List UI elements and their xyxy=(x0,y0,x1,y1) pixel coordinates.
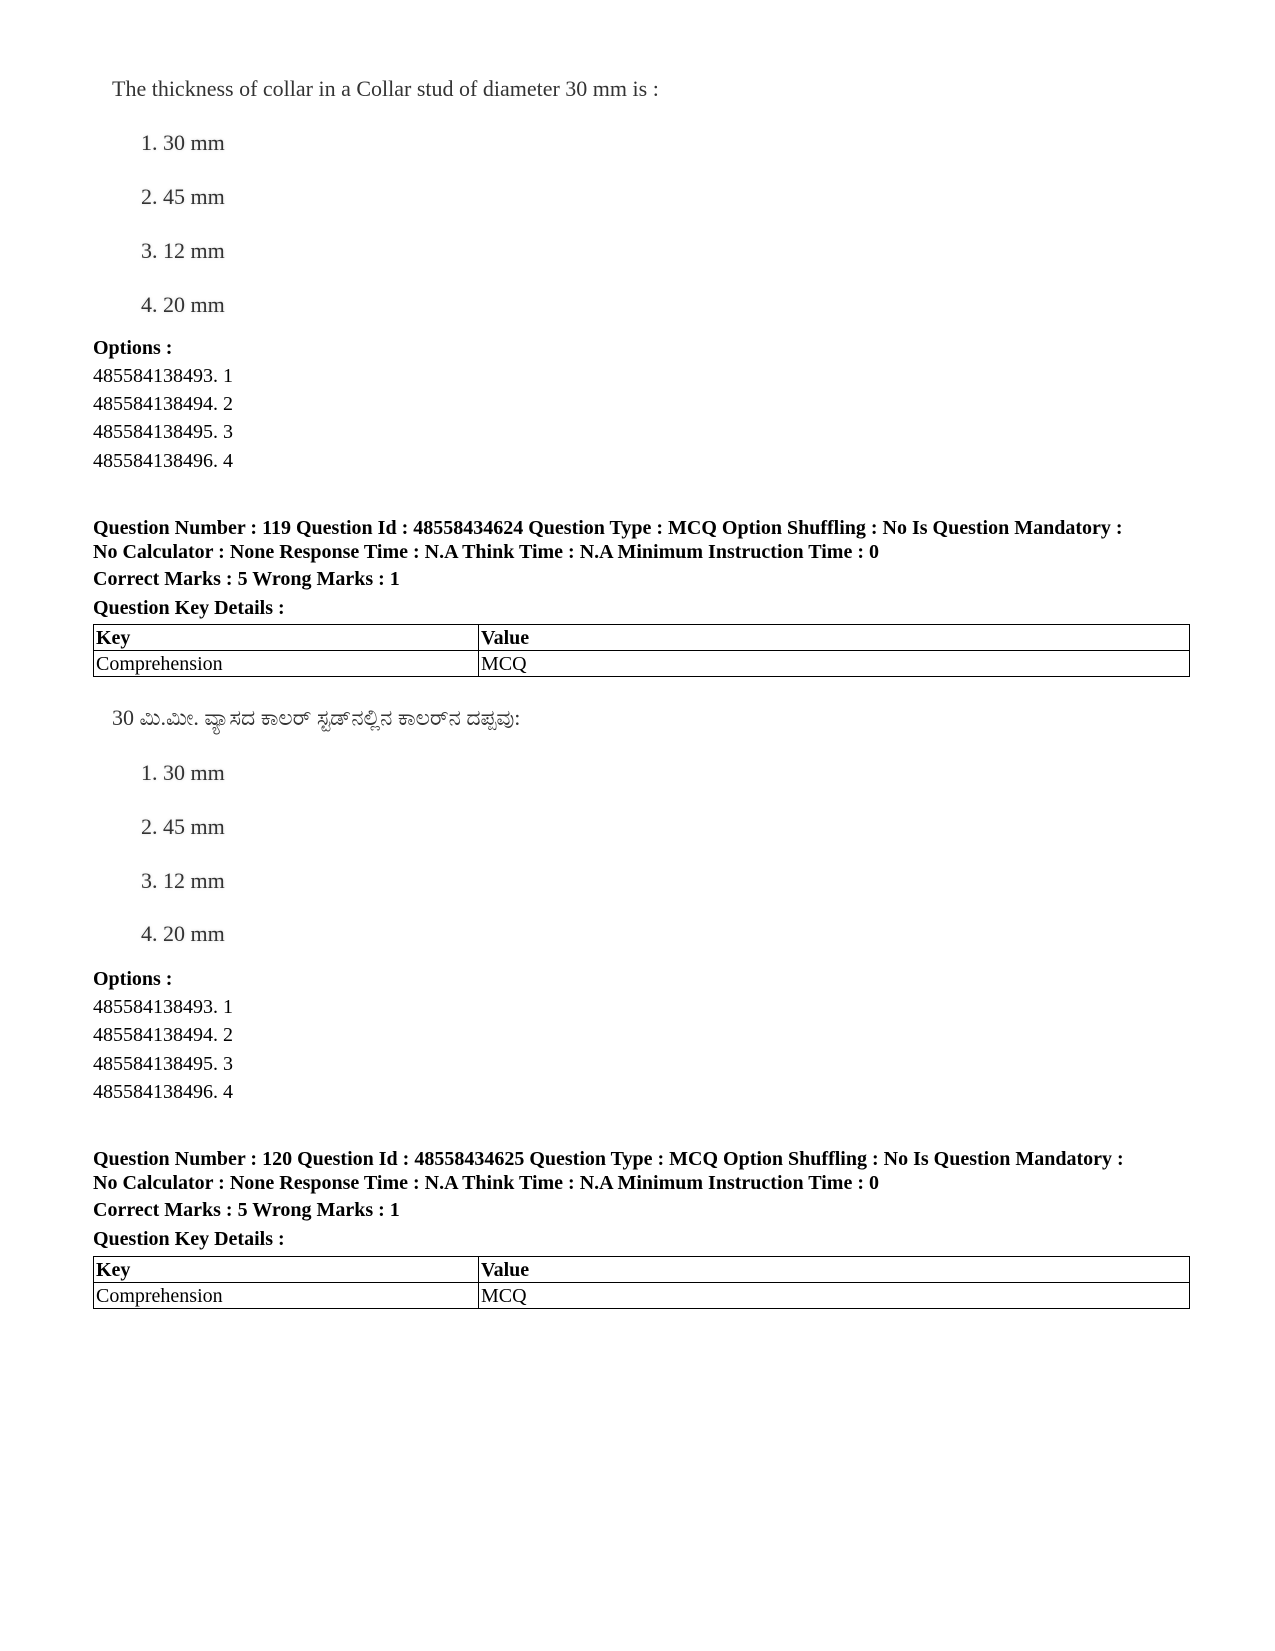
question-meta-line1: Question Number : 120 Question Id : 48558434625 Question Type : MCQ Option Shuffling : No Is Question Mandatory : xyxy=(93,1148,1124,1170)
marks-line: Correct Marks : 5 Wrong Marks : 1 xyxy=(93,1199,400,1221)
table-header-value: Value xyxy=(479,1257,1190,1283)
option-id-3: 485584138495. 3 xyxy=(93,1053,233,1075)
choice-3: 3. 12 mm xyxy=(141,238,225,263)
key-details-table xyxy=(93,624,1190,677)
choice-1: 1. 30 mm xyxy=(141,760,225,785)
table-header-key: Key xyxy=(94,1257,479,1283)
question-meta-line2: No Calculator : None Response Time : N.A Think Time : N.A Minimum Instruction Time : 0 xyxy=(93,1172,879,1194)
choice-4: 4. 20 mm xyxy=(141,921,225,946)
table-row xyxy=(94,651,1190,677)
question-text: 30 ಮಿ.ಮೀ. ವ್ಯಾಸದ ಕಾಲರ್ ಸ್ಟಡ್‌ನಲ್ಲಿನ ಕಾಲರ್‌ನ ದಪ್ಪವು: xyxy=(112,705,521,730)
choice-4: 4. 20 mm xyxy=(141,292,225,317)
marks-line: Correct Marks : 5 Wrong Marks : 1 xyxy=(93,568,400,590)
key-details-table xyxy=(93,1256,1190,1309)
table-header-row xyxy=(94,625,1190,651)
table-cell: MCQ xyxy=(479,1283,1190,1309)
table-cell: MCQ xyxy=(479,651,1190,677)
choice-1: 1. 30 mm xyxy=(141,130,225,155)
table-header-row xyxy=(94,1257,1190,1283)
options-label: Options : xyxy=(93,337,173,359)
choice-3: 3. 12 mm xyxy=(141,868,225,893)
option-id-2: 485584138494. 2 xyxy=(93,1024,233,1046)
question-meta xyxy=(93,1147,1193,1195)
question-meta-line2: No Calculator : None Response Time : N.A Think Time : N.A Minimum Instruction Time : 0 xyxy=(93,541,879,563)
key-details-label: Question Key Details : xyxy=(93,597,285,619)
option-id-1: 485584138493. 1 xyxy=(93,996,233,1018)
choice-2: 2. 45 mm xyxy=(141,184,225,209)
table-header-key: Key xyxy=(94,625,479,651)
option-id-1: 485584138493. 1 xyxy=(93,365,233,387)
option-id-4: 485584138496. 4 xyxy=(93,1081,233,1103)
key-details-label: Question Key Details : xyxy=(93,1228,285,1250)
table-cell: Comprehension xyxy=(94,651,479,677)
option-id-4: 485584138496. 4 xyxy=(93,450,233,472)
question-meta-line1: Question Number : 119 Question Id : 48558434624 Question Type : MCQ Option Shuffling : No Is Question Mandatory : xyxy=(93,517,1123,539)
option-id-3: 485584138495. 3 xyxy=(93,421,233,443)
table-header-value: Value xyxy=(479,625,1190,651)
table-cell: Comprehension xyxy=(94,1283,479,1309)
table-row xyxy=(94,1283,1190,1309)
question-meta xyxy=(93,516,1193,564)
option-id-2: 485584138494. 2 xyxy=(93,393,233,415)
question-text: The thickness of collar in a Collar stud of diameter 30 mm is : xyxy=(112,76,659,101)
options-label: Options : xyxy=(93,968,173,990)
choice-2: 2. 45 mm xyxy=(141,814,225,839)
